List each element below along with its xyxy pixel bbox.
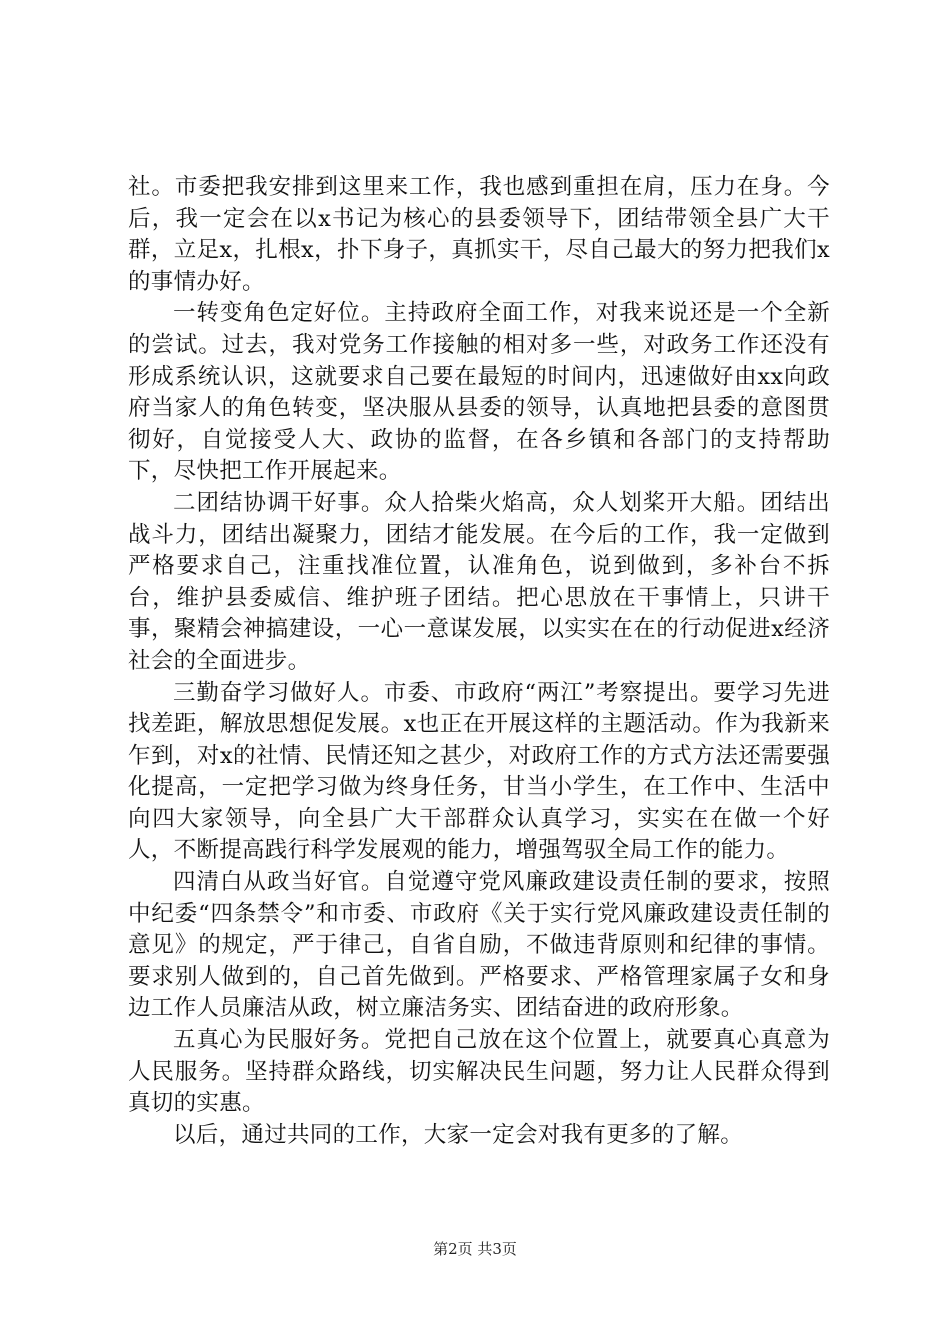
paragraph-study: 三勤奋学习做好人。市委、市政府“两江”考察提出。要学习先进找差距，解放思想促发展。x也正在开展这样的主题活动。作为我新来乍到，对x的社情、民情还知之甚少，对政府工作的方式方法还需要强化提高，一定把学习做为终身任务，甘当小学生，在工作中、生活中向四大家领导，向全县广大干部群众认真学习，实实在在做一个好人，不断提高践行科学发展观的能力，增强驾驭全局工作的能力。 bbox=[128, 679, 830, 864]
document-body bbox=[128, 172, 830, 1151]
paragraph-closing: 以后，通过共同的工作，大家一定会对我有更多的了解。 bbox=[173, 1121, 744, 1148]
paragraph-role-change: 一转变角色定好位。主持政府全面工作，对我来说还是一个全新的尝试。过去，我对党务工作接触的相对多一些，对政务工作还没有形成系统认识，这就要求自己要在最短的时间内，迅速做好由xx向政府当家人的角色转变，坚决服从县委的领导，认真地把县委的意图贯彻好，自觉接受人大、政协的监督，在各乡镇和各部门的支持帮助下，尽快把工作开展起来。 bbox=[128, 300, 830, 485]
paragraph-continuation: 社。市委把我安排到这里来工作，我也感到重担在肩，压力在身。今后，我一定会在以x书记为核心的县委领导下，团结带领全县广大干群，立足x，扎根x，扑下身子，真抓实干，尽自己最大的努力把我们x的事情办好。 bbox=[128, 174, 830, 295]
paragraph-serve-people: 五真心为民服好务。党把自己放在这个位置上，就要真心真意为人民服务。坚持群众路线，切实解决民生问题，努力让人民群众得到真切的实惠。 bbox=[128, 1027, 830, 1117]
paragraph-integrity: 四清白从政当好官。自觉遵守党风廉政建设责任制的要求，按照中纪委“四条禁令”和市委、市政府《关于实行党风廉政建设责任制的意见》的规定，严于律己，自省自励，不做违背原则和纪律的事情。要求别人做到的，自己首先做到。严格要求、严格管理家属子女和身边工作人员廉洁从政，树立廉洁务实、团结奋进的政府形象。 bbox=[128, 869, 830, 1022]
page-number-footer: 第2页 共3页 bbox=[433, 1240, 517, 1258]
paragraph-unity: 二团结协调干好事。众人拾柴火焰高，众人划桨开大船。团结出战斗力，团结出凝聚力，团结才能发展。在今后的工作，我一定做到严格要求自己，注重找准位置，认准角色，说到做到，多补台不拆台，维护县委威信、维护班子团结。把心思放在干事情上，只讲干事，聚精会神搞建设，一心一意谋发展，以实实在在的行动促进x经济社会的全面进步。 bbox=[128, 489, 830, 674]
